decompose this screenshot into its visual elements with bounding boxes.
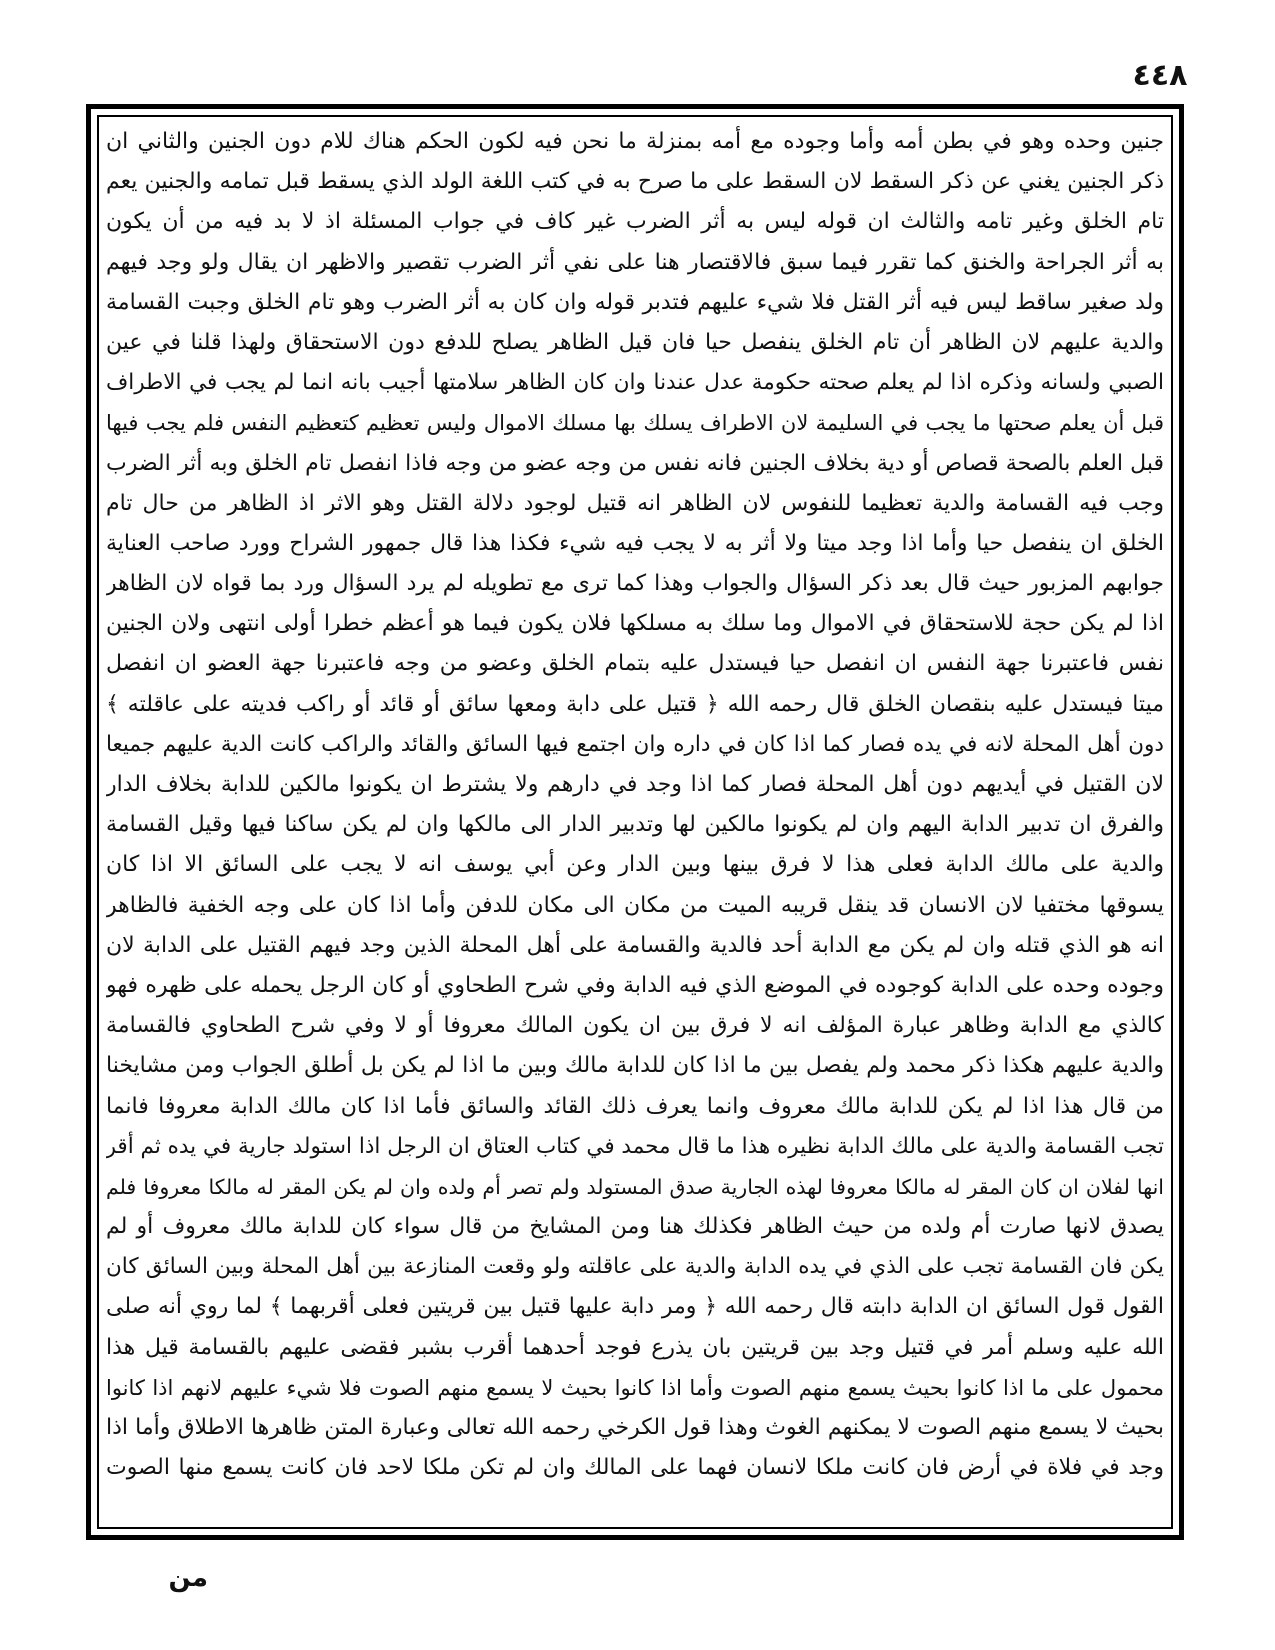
text-line: انه هو الذي قتله وان لم يكن مع الدابة أحد فالدية والقسامة على أهل المحلة الذين وجد فيهم القتيل على الدابة لان xyxy=(106,932,1164,958)
main-text xyxy=(106,122,1164,1520)
text-line: وجد في فلاة في أرض فان كانت ملكا لانسان فهما على المالك وان لم تكن ملكا لاحد فان كانت يسمع منها الصوت xyxy=(106,1455,1164,1481)
text-line: جوابهم المزبور حيث قال بعد ذكر السؤال والجواب وهذا كما ترى مع تطويله لم يرد السؤال ورد بما قواه لان الظاهر xyxy=(106,571,1164,597)
text-line: قبل العلم بالصحة قصاص أو دية بخلاف الجنين فانه نفس من وجه عضو من وجه فاذا انفصل تام الخلق وبه أثر الضرب xyxy=(106,450,1164,476)
text-line: قبل أن يعلم صحتها ما يجب في السليمة لان الاطراف يسلك بها مسلك الاموال وليس تعظيم كتعظيم النفس فلم يجب فيها xyxy=(106,411,1164,436)
text-line: والدية عليهم هكذا ذكر محمد ولم يفصل بين ما اذا كان للدابة مالك وبين ما اذا لم يكن بل أطلق الجواب ومن مشايخنا xyxy=(106,1053,1164,1079)
text-line: الخلق ان ينفصل حيا وأما اذا وجد ميتا ولا أثر به لا يجب فيه شيء فكذا هذا قال جمهور الشراح وورد صاحب العناية xyxy=(106,530,1164,556)
text-line: به أثر الجراحة والخنق كما تقرر فيما سبق فالاقتصار هنا على نفي أثر الضرب تقصير والاظهر ان يقال ولو وجد فيهم xyxy=(106,249,1164,275)
text-line: نفس فاعتبرنا جهة النفس ان انفصل حيا فيستدل عليه بتمام الخلق وعضو من وجه فاعتبرنا جهة العضو ان انفصل xyxy=(106,651,1164,677)
text-line: كالذي مع الدابة وظاهر عبارة المؤلف انه لا فرق بين ان يكون المالك معروفا أو لا وفي شرح الطحاوي فالقسامة xyxy=(106,1013,1164,1039)
text-line: يسوقها مختفيا لان الانسان قد ينقل قريبه الميت من مكان الى مكان للدفن وأما اذا كان على وجه الخفية فالظاهر xyxy=(106,892,1164,918)
text-line: والفرق ان تدبير الدابة اليهم وان لم يكونوا مالكين لها وتدبير الدار الى مالكها وان لم يكن ساكنا فيها وقيل القسامة xyxy=(106,812,1164,838)
text-line: بحيث لا يسمع منهم الصوت لا يمكنهم الغوث وهذا قول الكرخي رحمه الله تعالى وعبارة المتن ظاهرها الاطلاق وأما اذا xyxy=(106,1415,1164,1440)
text-line: ولد صغير ساقط ليس فيه أثر القتل فلا شيء عليهم فتدبر قوله وان كان به أثر الضرب وهو تام الخلق وجبت القسامة xyxy=(106,289,1164,315)
catchword: من xyxy=(168,1563,208,1593)
text-line: ميتا فيستدل عليه بنقصان الخلق قال رحمه الله ﴿ قتيل على دابة ومعها سائق أو قائد أو راكب فديته على عاقلته ﴾ xyxy=(106,691,1164,717)
text-line: يكن فان القسامة تجب على الذي في يده الدابة والدية على عاقلته ولو وقعت المنازعة بين أهل المحلة وبين السائق كان xyxy=(106,1254,1164,1280)
text-line: وجب فيه القسامة والدية تعظيما للنفوس لان الظاهر انه قتيل لوجود دلالة القتل وهو الاثر اذ الظاهر من حال تام xyxy=(106,490,1164,516)
text-line: محمول على ما اذا كانوا بحيث يسمع منهم الصوت وأما اذا كانوا بحيث لا يسمع منهم الصوت فلا شيء عليهم لانهم اذا كانوا xyxy=(106,1375,1164,1400)
text-line: ذكر الجنين يغني عن ذكر السقط لان السقط على ما صرح به في كتب اللغة الولد الذي يسقط قبل تمامه والجنين يعم xyxy=(106,169,1164,195)
text-line: انها لفلان ان كان المقر له مالكا معروفا لهذه الجارية صدق المستولد ولم تصر أم ولده وان لم يكن المقر له مالكا معروفا فلم xyxy=(106,1174,1164,1199)
page-number: ٤٤٨ xyxy=(1132,58,1188,93)
text-line: جنين وحده وهو في بطن أمه وأما وجوده مع أمه بمنزلة ما نحن فيه لكون الحكم هناك للام دون الجنين والثاني ان xyxy=(106,129,1164,154)
text-line: وجوده وحده على الدابة كوجوده في الموضع الذي فيه الدابة وفي شرح الطحاوي أو كان الرجل يحمله على ظهره فهو xyxy=(106,972,1164,998)
text-line: من قال هذا اذا لم يكن للدابة مالك معروف وانما يعرف ذلك القائد والسائق فأما اذا كان مالك الدابة معروفا فانما xyxy=(106,1093,1164,1119)
text-line: يصدق لانها صارت أم ولده من حيث الظاهر فكذلك هنا ومن المشايخ من قال سواء كان للدابة مالك معروف أو لم xyxy=(106,1214,1164,1240)
text-line: لان القتيل في أيديهم دون أهل المحلة فصار كما اذا وجد في دارهم ولا يشترط ان يكونوا مالكين للدابة بخلاف الدار xyxy=(106,772,1164,797)
text-line: القول قول السائق ان الدابة دابته قال رحمه الله ﴿ ومر دابة عليها قتيل بين قريتين فعلى أقربهما ﴾ لما روي أنه صلى xyxy=(106,1294,1164,1320)
text-line: اذا لم يكن حجة للاستحقاق في الاموال وما سلك به مسلكها فلان يكون فيما هو أعظم خطرا أولى انتهى ولان الجنين xyxy=(106,611,1164,637)
text-line: والدية عليهم لان الظاهر أن تام الخلق ينفصل حيا فان قيل الظاهر يصلح للدفع دون الاستحقاق ولهذا قلنا في عين xyxy=(106,329,1164,355)
text-line: والدية على مالك الدابة فعلى هذا لا فرق بينها وبين الدار وعن أبي يوسف انه لا يجب على السائق الا اذا كان xyxy=(106,852,1164,878)
text-line: تام الخلق وغير تامه والثالث ان قوله ليس به أثر الضرب غير كاف في جواب المسئلة اذ لا بد فيه من أن يكون xyxy=(106,209,1164,235)
text-line: دون أهل المحلة لانه في يده فصار كما اذا كان في داره وان اجتمع فيها السائق والقائد والراكب كانت الدية عليهم جميعا xyxy=(106,731,1164,757)
text-line: الله عليه وسلم أمر في قتيل وجد بين قريتين بان يذرع فوجد أحدهما أقرب بشبر فقضى عليهم بالقسامة قيل هذا xyxy=(106,1334,1164,1360)
text-line: الصبي ولسانه وذكره اذا لم يعلم صحته حكومة عدل عندنا وان كان الظاهر سلامتها أجيب بانه انما لم يجب في الاطراف xyxy=(106,370,1164,396)
text-line: تجب القسامة والدية على مالك الدابة نظيره هذا ما قال محمد في كتاب العتاق ان الرجل اذا استولد جارية في يده ثم أقر xyxy=(106,1133,1164,1159)
